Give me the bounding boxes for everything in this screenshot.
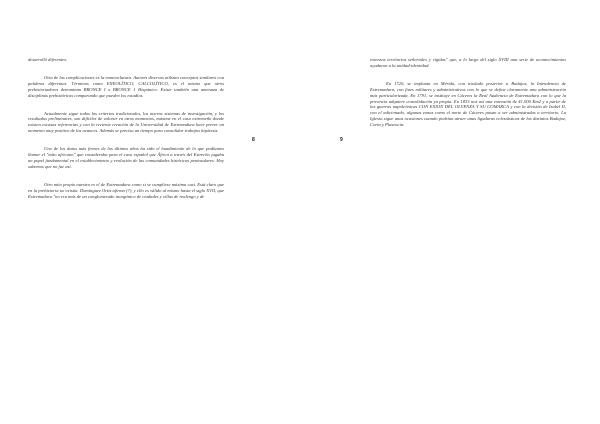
right-page-number: 9 — [340, 137, 343, 143]
left-paragraph-4: Uno de los datos más firmes de los últimos años ha sido el hundimiento de lo que podíamos llamar el "mito africano" que consideraba para el caso español que África a través del Estrecho jugaba un papel fundamental en el establecimiento y evolución de las comunidades históricas peninsulares. Hoy sabemos que no fue así. — [28, 146, 224, 169]
left-paragraph-2: Otra de las complicaciones es la nomenclatura. Autores diversos utilizan conceptos similares con palabras diferentes. Términos como ENEOLÍTICO, CALCOLÍTICO, es el mismo que otros prehistoriadores denominan BRONCE I o BRONCE 1 Hispánico. Existe también una amenaza de disciplinas prehistóricas comparando que pueden los estudios. — [28, 74, 224, 98]
left-paragraph-1: desarrolló diferentes. — [28, 57, 68, 62]
left-paragraph-3: Actualmente sigue todos los criterios tradicionales, los nuevos sistemas de investigación, y los resultados preliminares, son difíciles de valorar en otros momentos, máxime en el caso extremeño donde existen escasas referencias y con la reciente creación de la Universidad de Extremadura hace prever un momento muy positivo de los avances. Además se precisa un tiempo para consolidar trabajos hipótesis. — [28, 110, 224, 134]
right-page-text-column — [370, 57, 566, 140]
left-page-number: 8 — [252, 137, 255, 143]
left-page-text-column — [28, 57, 224, 212]
right-paragraph-1: extensos territorios señoriales y rígidas" que, a lo largo del siglo XVIII una serie de acontecimientos ayudaron a la unidad-identidad. — [370, 57, 566, 68]
right-paragraph-2: En 1720, se implanta en Mérida, con traslado posterior a Badajoz, la Intendencia de Extremadura, con fines militares y administrativos con lo que se define claramente una administración más particularizada. En 1791, se instituye en Cáceres la Real Audiencia de Extremadura con lo que la provincia adquiere consolidación ya propia. En 1833 nos así una extensión de 41.000 Km2 y a partir de las guerras napoleónicas CON EXION DEL OLVENZA Y SU COMARCA y con la división de Isabel II, con el adicionado, algunas zonas como el norte de Cáceres pasan a ser administradas a territorio. La Iglesia sigue unas ocasiones cuando podrían atraer unas ligaduras eclesiásticas de los distintos Badajoz, Coria y Plasencia. — [370, 80, 566, 128]
left-paragraph-5: Otro mito propio nuestro es el de Extremadura como si se cumpliese máxima casi. Está claro que en la prehistoria no existía. Domínguez Ortiz afirma (?), y ello es válido al mismo hasta el siglo XVII, que Extremadura "no era más de un conglomerado inorgánico de ciudades y villas de realengo y de — [28, 181, 224, 199]
